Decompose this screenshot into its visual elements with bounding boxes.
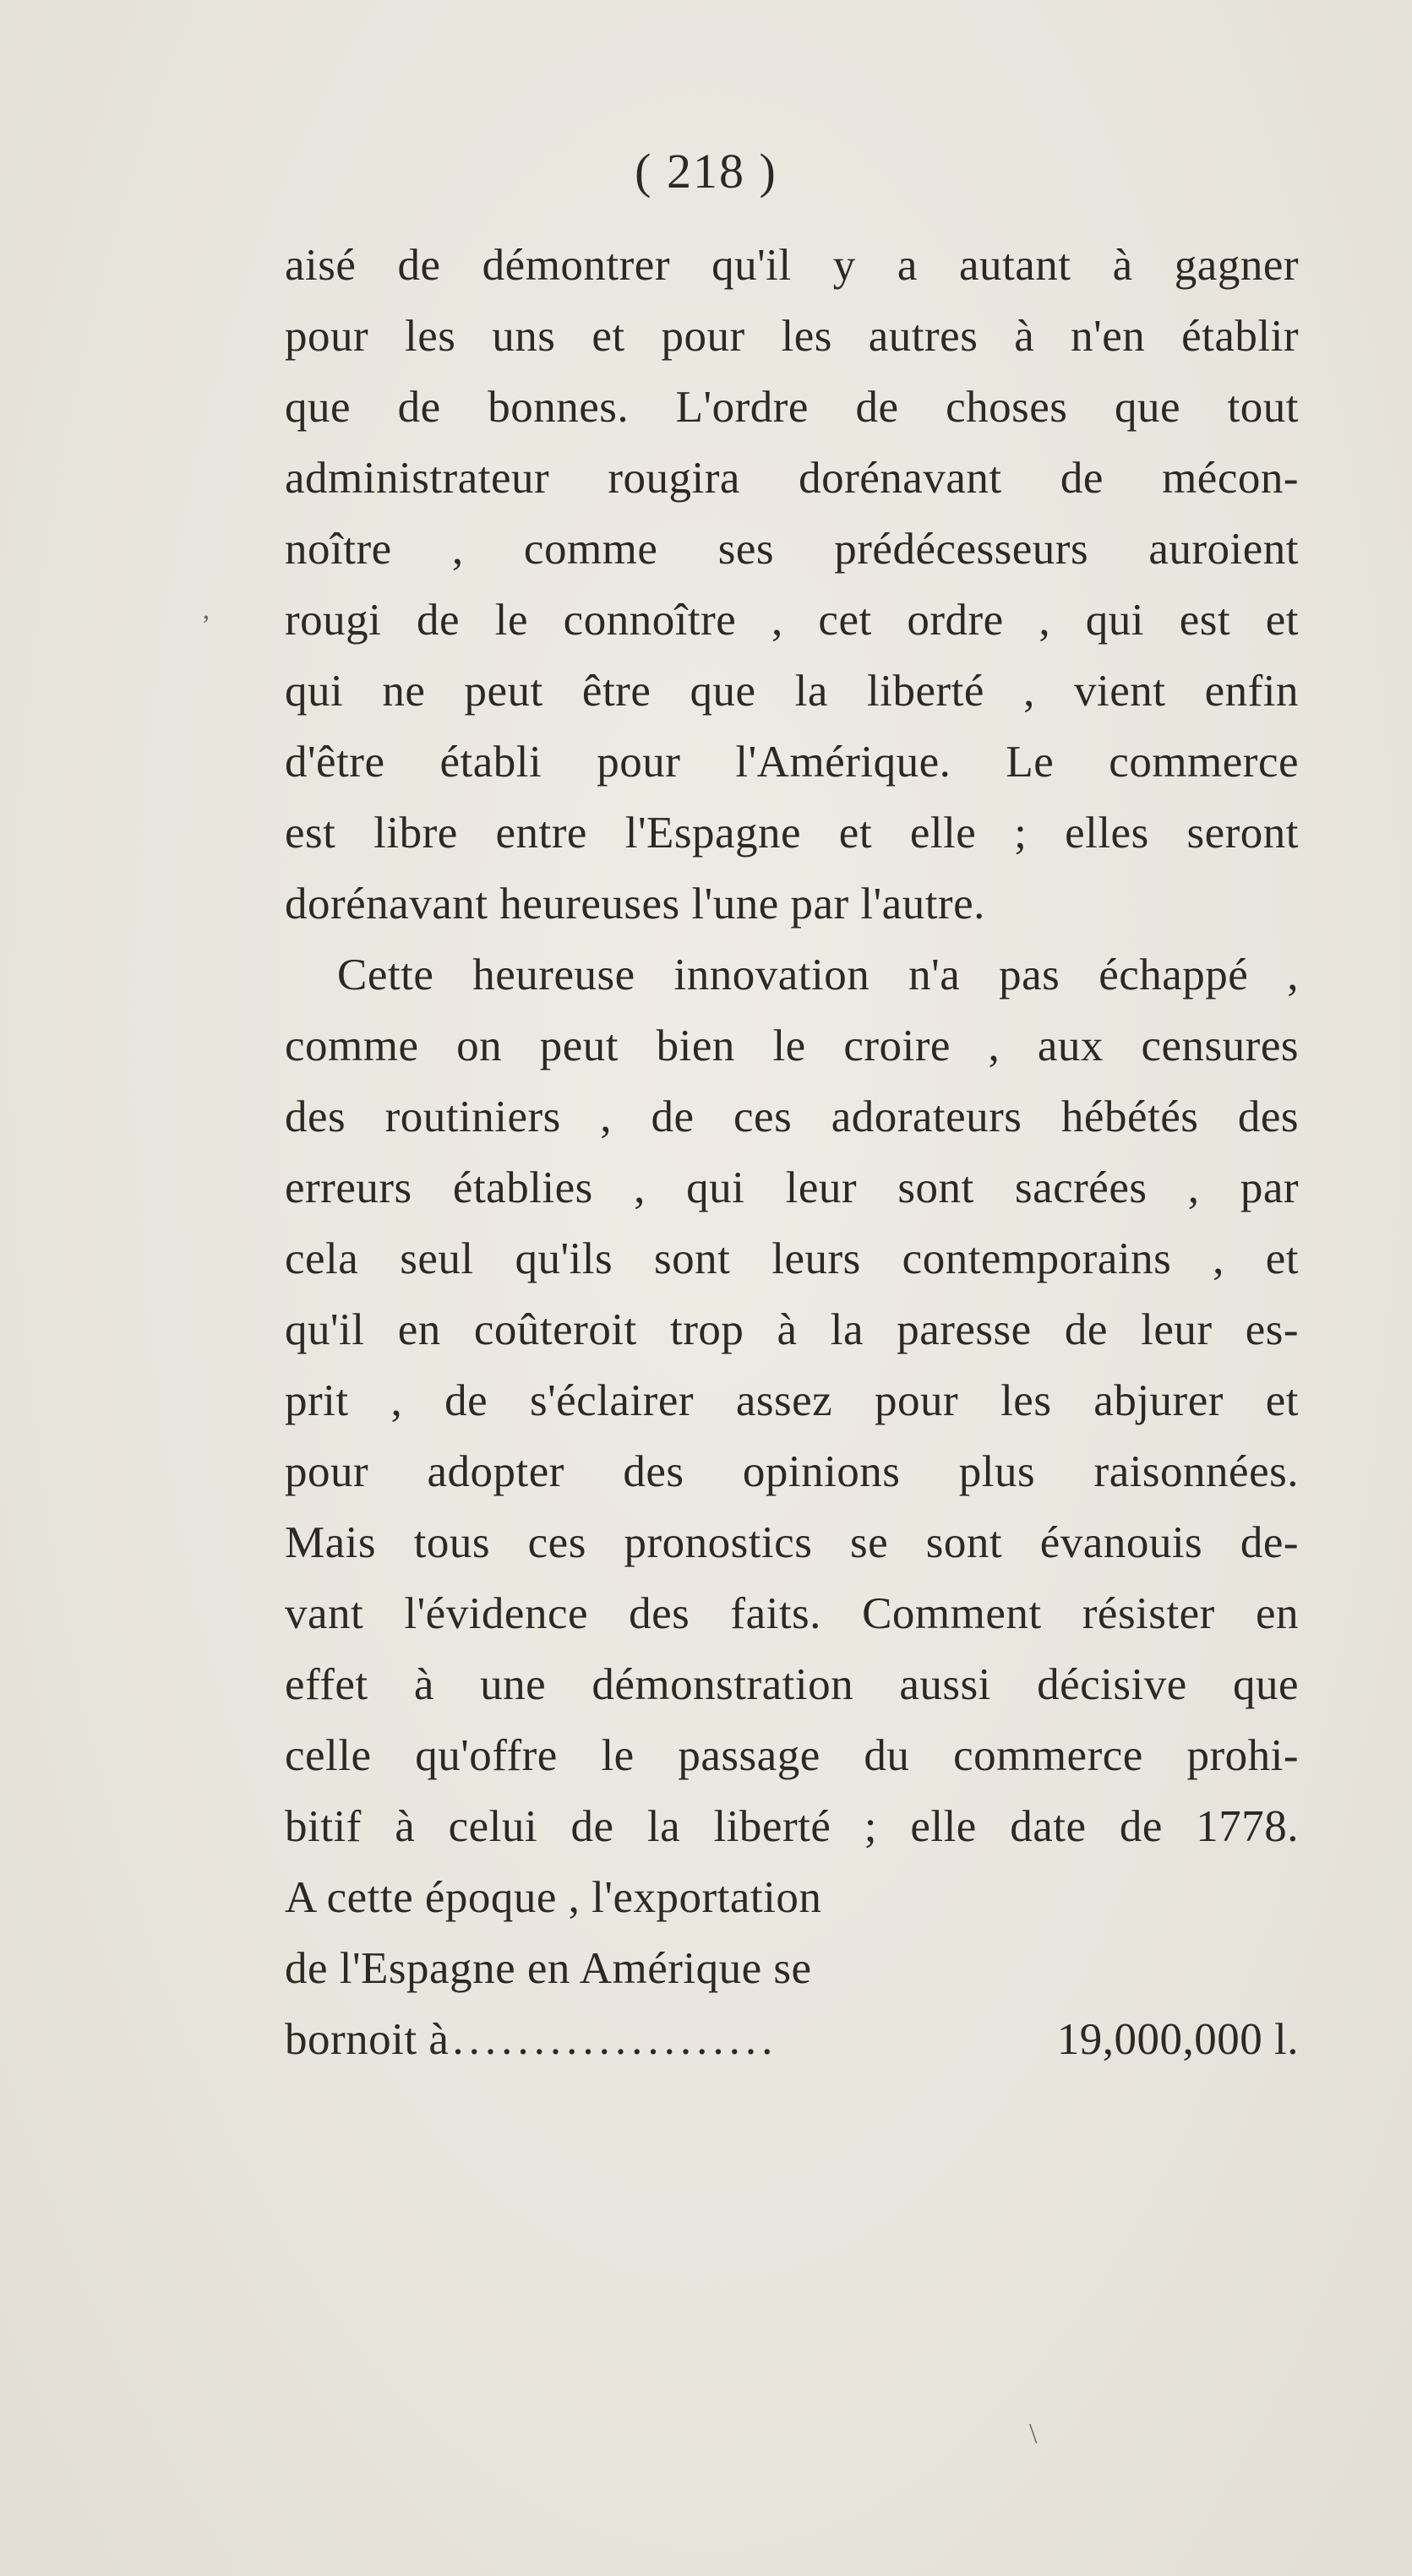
text-line: rougi de le connoître , cet ordre , qui est et (285, 596, 1299, 645)
text-line: prit , de s'éclairer assez pour les abjurer et (285, 1376, 1299, 1425)
text-line: noître , comme ses prédécesseurs auroient (285, 525, 1299, 574)
margin-mark: \ (1029, 2418, 1038, 2449)
text-line: dorénavant heureuses l'une par l'autre. (285, 880, 985, 929)
text-line: aisé de démontrer qu'il y a autant à gagner (285, 241, 1299, 290)
text-line: cela seul qu'ils sont leurs contemporains , et (285, 1234, 1299, 1283)
page-number: ( 218 ) (635, 144, 777, 199)
export-total-value: 19,000,000 l. (1056, 2015, 1299, 2064)
text-line: bitif à celui de la liberté ; elle date de 1778. (285, 1802, 1299, 1851)
text-line: pour les uns et pour les autres à n'en établir (285, 312, 1299, 361)
margin-mark: ʼ (201, 610, 211, 641)
text-line: d'être établi pour l'Amérique. Le commerce (285, 738, 1299, 787)
paragraph-start-line: Cette heureuse innovation n'a pas échappé , (337, 950, 1299, 999)
text-line: administrateur rougira dorénavant de mécon- (285, 454, 1299, 503)
text-line: celle qu'offre le passage du commerce prohi- (285, 1731, 1299, 1780)
text-line: effet à une démonstration aussi décisive que (285, 1660, 1299, 1709)
export-total-line (285, 2004, 1299, 2075)
text-line: pour adopter des opinions plus raisonnées. (285, 1447, 1299, 1496)
text-line: erreurs établies , qui leur sont sacrées , par (285, 1163, 1299, 1212)
text-line: vant l'évidence des faits. Comment résister en (285, 1589, 1299, 1638)
text-line: Mais tous ces pronostics se sont évanouis de- (285, 1518, 1299, 1567)
text-line: des routiniers , de ces adorateurs hébétés des (285, 1092, 1299, 1141)
text-line: de l'Espagne en Amérique se (285, 1944, 812, 1993)
text-line: A cette époque , l'exportation (285, 1873, 822, 1922)
dot-leader: .................... (452, 2015, 778, 2064)
text-line: comme on peut bien le croire , aux censures (285, 1021, 1299, 1070)
export-total-label: bornoit à (285, 2015, 450, 2064)
text-line: que de bonnes. L'ordre de choses que tout (285, 383, 1299, 432)
body-text (285, 230, 1299, 2075)
text-line: qu'il en coûteroit trop à la paresse de leur es- (285, 1305, 1299, 1354)
text-line: est libre entre l'Espagne et elle ; elles seront (285, 809, 1299, 858)
text-line: qui ne peut être que la liberté , vient enfin (285, 667, 1299, 716)
